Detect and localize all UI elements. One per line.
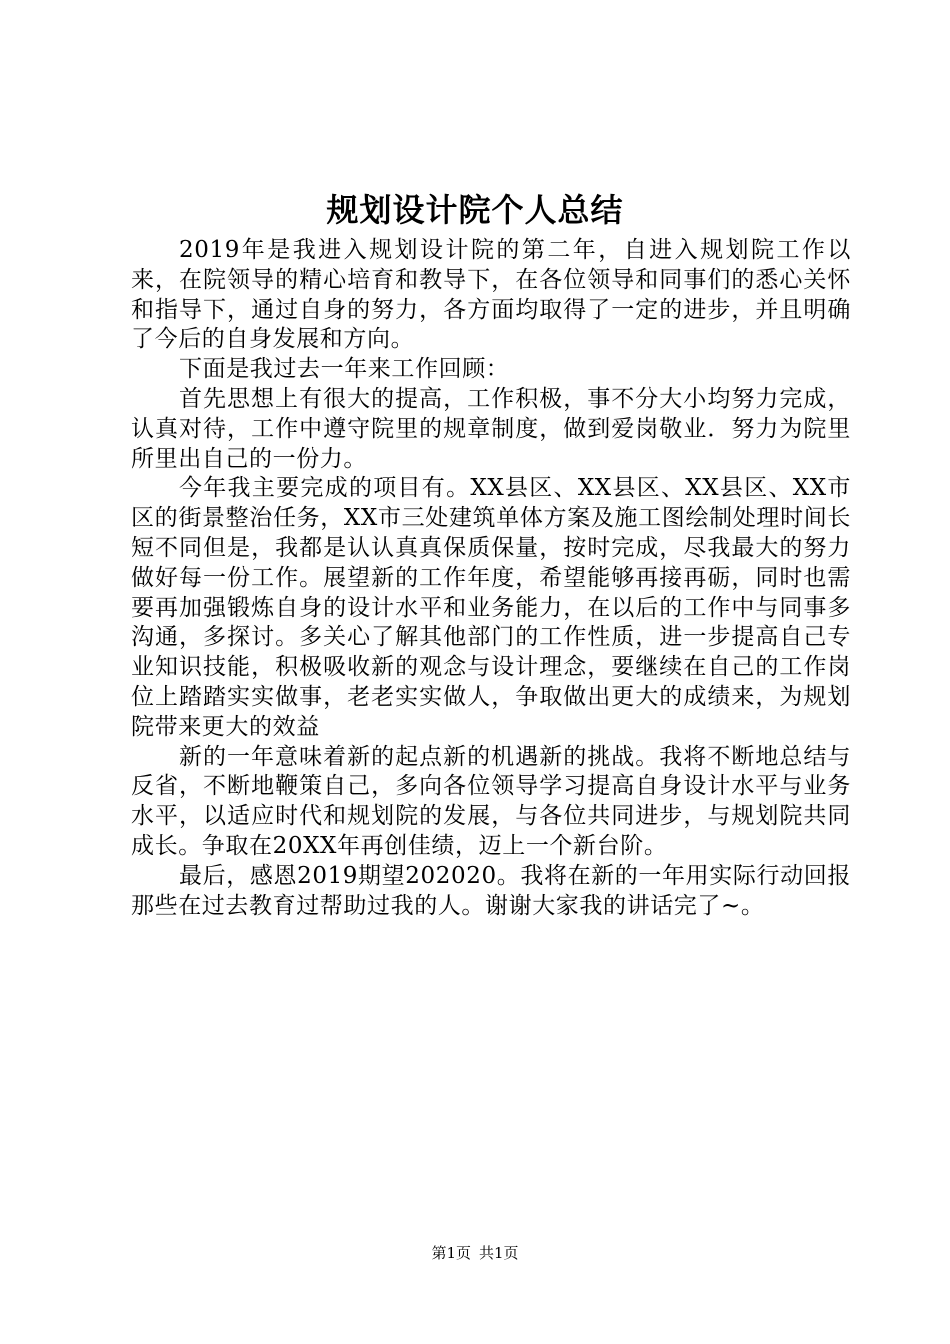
document-body xyxy=(131,236,851,921)
page-number: 第1页 xyxy=(431,1244,471,1262)
paragraph-projects: 今年我主要完成的项目有。XX县区、XX县区、XX县区、XX市区的街景整治任务，XX市三处建筑单体方案及施工图绘制处理时间长短不同但是，我都是认认真真保质保量，按时完成，尽我最大的努力做好每一份工作。展望新的工作年度，希望能够再接再砺，同时也需要再加强锻炼自身的设计水平和业务能力，在以后的工作中与同事多沟通，多探讨。多关心了解其他部门的工作性质，进一步提高自己专业知识技能，积极吸收新的观念与设计理念，要继续在自己的工作岗位上踏踏实实做事，老老实实做人，争取做出更大的成绩来，为规划院带来更大的效益 xyxy=(131,475,851,740)
page-footer xyxy=(0,1243,950,1263)
page-total: 共1页 xyxy=(479,1244,519,1262)
paragraph-new-year: 新的一年意味着新的起点新的机遇新的挑战。我将不断地总结与反省，不断地鞭策自己，多向各位领导学习提高自身设计水平与业务水平，以适应时代和规划院的发展，与各位共同进步，与规划院共同成长。争取在20XX年再创佳绩，迈上一个新台阶。 xyxy=(131,743,851,859)
document-title: 规划设计院个人总结 xyxy=(326,191,624,229)
paragraph-attitude: 首先思想上有很大的提高，工作积极，事不分大小均努力完成，认真对待，工作中遵守院里的规章制度，做到爱岗敬业．努力为院里所里出自己的一份力。 xyxy=(131,385,851,472)
paragraph-intro: 2019年是我进入规划设计院的第二年，自进入规划院工作以来，在院领导的精心培育和教导下，在各位领导和同事们的悉心关怀和指导下，通过自身的努力，各方面均取得了一定的进步，并且明确了今后的自身发展和方向。 xyxy=(131,237,851,353)
paragraph-closing: 最后，感恩2019期望202020。我将在新的一年用实际行动回报那些在过去教育过帮助过我的人。谢谢大家我的讲话完了~。 xyxy=(131,862,851,919)
paragraph-review-heading: 下面是我过去一年来工作回顾： xyxy=(179,356,510,383)
